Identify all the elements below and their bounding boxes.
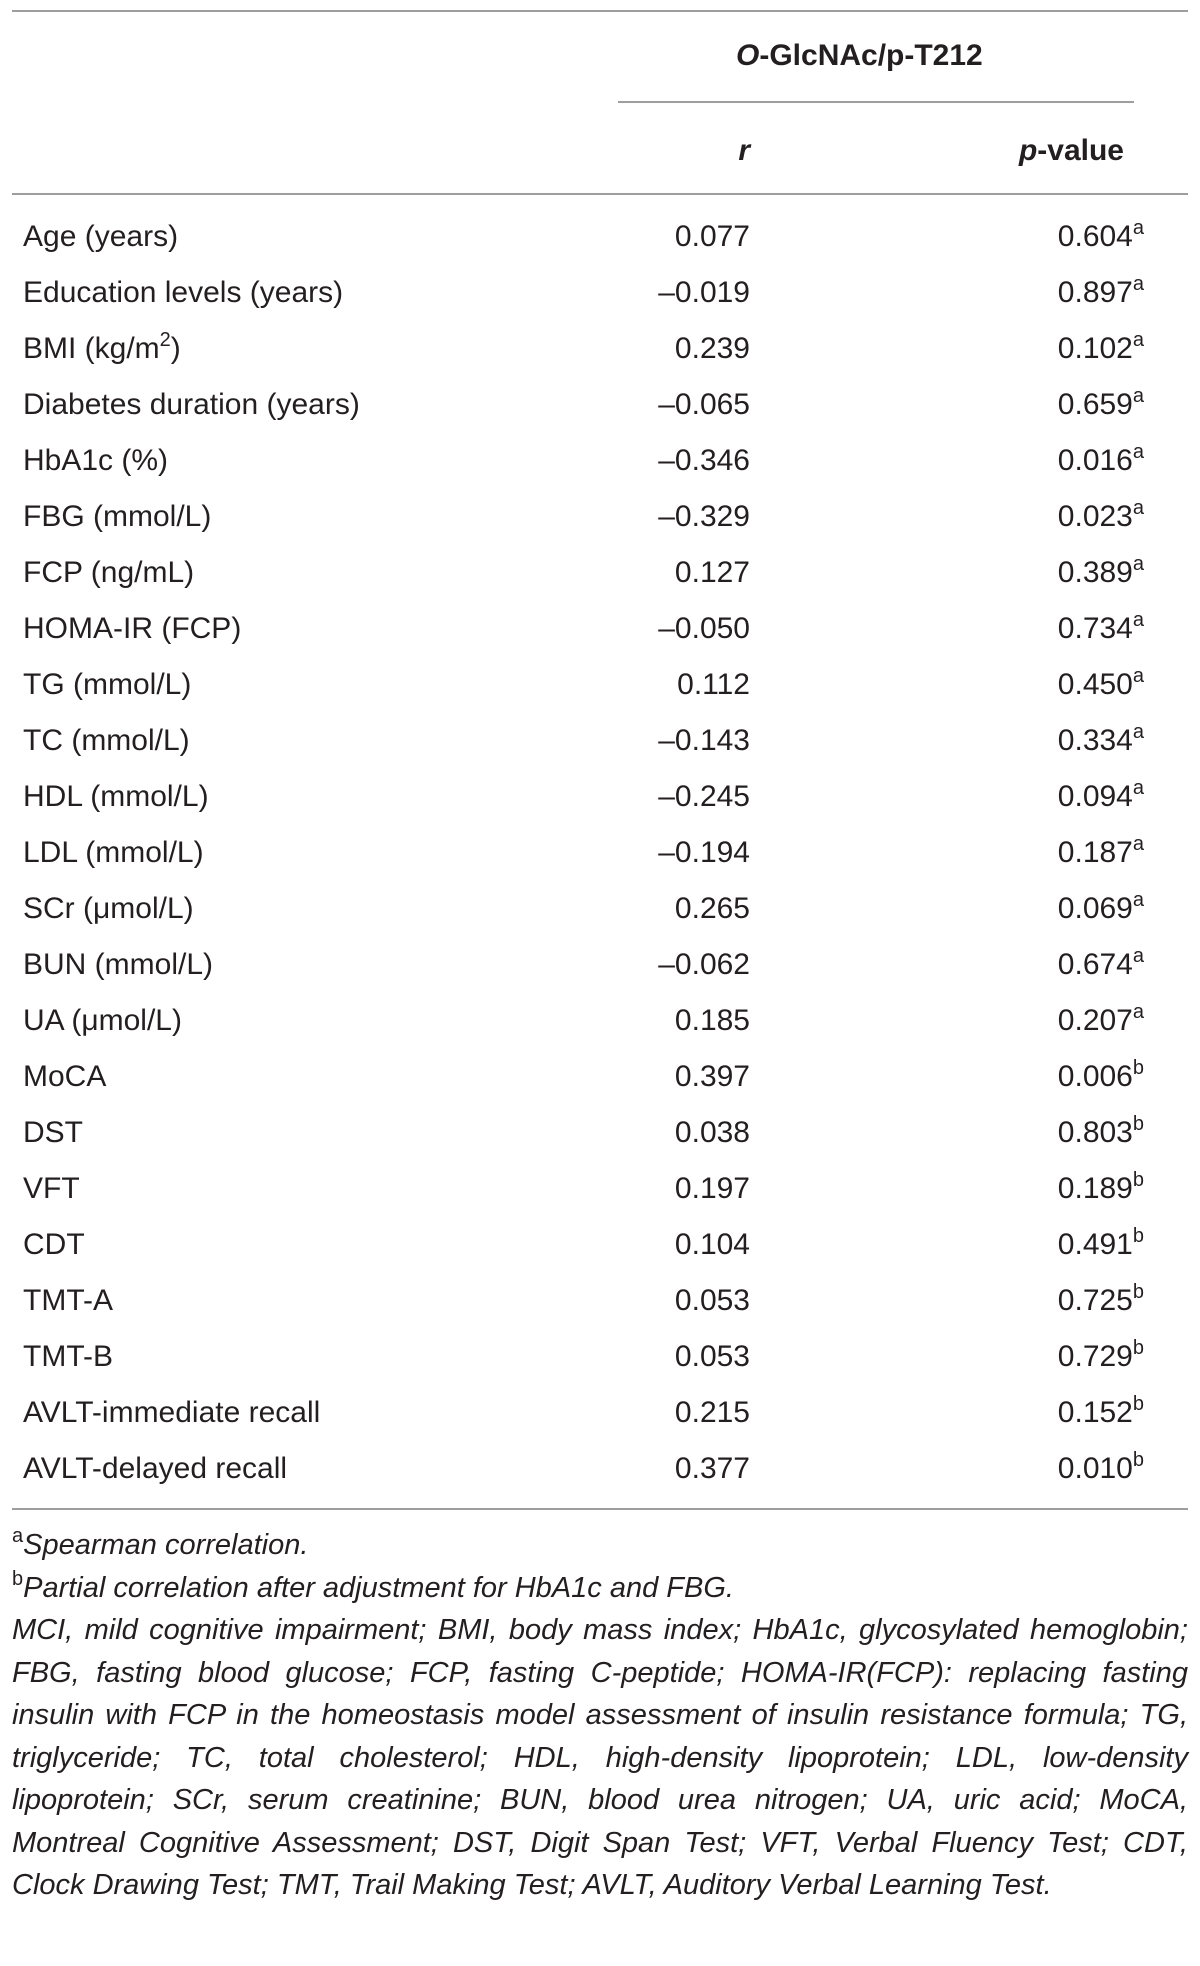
column-header-p-italic: p [1018,134,1038,167]
p-value-number: 0.491 [1057,1228,1133,1261]
p-value-footnote-mark: a [1132,1001,1144,1023]
row-label: LDL (mmol/L) [23,836,204,869]
table-footnotes [12,1524,1188,1907]
table-bottom-rule [12,1508,1188,1510]
row-label-text-end: ) [170,332,181,365]
p-value-footnote-mark: a [1132,273,1144,295]
row-r-value: 0.377 [674,1452,750,1485]
row-p-value [1058,1115,1144,1151]
p-value-footnote-mark: a [1132,889,1144,911]
p-value-number: 0.094 [1057,780,1133,813]
p-value-footnote-mark: a [1132,665,1144,687]
row-r-value: 0.077 [674,220,750,253]
group-header-rule [618,101,1134,103]
row-p-value [1058,499,1144,535]
footnote-a [12,1524,1188,1567]
row-p-value [1058,443,1144,479]
p-value-footnote-mark: a [1132,385,1144,407]
p-value-footnote-mark: b [1132,1225,1144,1247]
p-value-number: 0.659 [1057,388,1133,421]
row-label: AVLT-immediate recall [23,1396,321,1429]
p-value-number: 0.207 [1057,1004,1133,1037]
p-value-number: 0.604 [1057,220,1133,253]
row-r-value: –0.194 [658,836,750,869]
p-value-number: 0.450 [1057,668,1133,701]
p-value-number: 0.006 [1057,1060,1133,1093]
row-r-value: –0.329 [658,500,750,533]
row-r-value: 0.053 [674,1340,750,1373]
row-r-value: 0.215 [674,1396,750,1429]
p-value-footnote-mark: b [1132,1449,1144,1471]
row-r-value: 0.185 [674,1004,750,1037]
row-r-value: –0.245 [658,780,750,813]
row-r-value: 0.197 [674,1172,750,1205]
p-value-footnote-mark: b [1132,1169,1144,1191]
p-value-footnote-mark: a [1132,329,1144,351]
p-value-number: 0.389 [1057,556,1133,589]
row-label: FCP (ng/mL) [23,556,195,589]
row-r-value: 0.112 [677,668,750,701]
row-p-value [1058,1171,1144,1207]
row-r-value: 0.104 [674,1228,750,1261]
row-p-value [1058,1227,1144,1263]
p-value-number: 0.729 [1057,1340,1133,1373]
row-label: CDT [23,1228,85,1261]
column-header-p-rest: -value [1037,134,1124,167]
p-value-footnote-mark: a [1132,217,1144,239]
row-r-value: –0.065 [658,388,750,421]
row-p-value [1058,1451,1144,1487]
p-value-footnote-mark: a [1132,609,1144,631]
row-r-value: 0.038 [674,1116,750,1149]
p-value-number: 0.102 [1057,332,1133,365]
p-value-number: 0.010 [1057,1452,1133,1485]
row-label: UA (μmol/L) [23,1004,182,1037]
p-value-number: 0.187 [1057,836,1133,869]
p-value-number: 0.189 [1057,1172,1133,1205]
row-label: FBG (mmol/L) [23,500,212,533]
footnote-b [12,1567,1188,1610]
row-r-value: 0.265 [674,892,750,925]
row-r-value: 0.239 [674,332,750,365]
row-label: HOMA-IR (FCP) [23,612,242,645]
p-value-number: 0.016 [1057,444,1133,477]
row-label [23,331,181,367]
column-header-r: r [738,134,750,167]
row-p-value [1058,1059,1144,1095]
row-label-superscript: 2 [159,329,171,351]
p-value-footnote-mark: a [1132,441,1144,463]
p-value-number: 0.897 [1057,276,1133,309]
row-p-value [1058,667,1144,703]
row-p-value [1058,779,1144,815]
row-p-value [1058,947,1144,983]
p-value-footnote-mark: a [1132,833,1144,855]
row-label: VFT [23,1172,80,1205]
row-label-text: BMI (kg/m [23,332,160,365]
row-label: TG (mmol/L) [23,668,192,701]
row-p-value [1058,1395,1144,1431]
p-value-number: 0.734 [1057,612,1133,645]
row-r-value: 0.127 [674,556,750,589]
p-value-footnote-mark: a [1132,945,1144,967]
row-label: Diabetes duration (years) [23,388,360,421]
group-header [736,38,983,74]
row-r-value: –0.019 [658,276,750,309]
p-value-footnote-mark: b [1132,1281,1144,1303]
row-label: SCr (μmol/L) [23,892,194,925]
p-value-number: 0.725 [1057,1284,1133,1317]
row-p-value [1058,555,1144,591]
p-value-number: 0.069 [1057,892,1133,925]
row-p-value [1058,275,1144,311]
group-header-italic: O [736,39,760,72]
row-label: Age (years) [23,220,179,253]
row-label: TMT-B [23,1340,113,1373]
column-header-p-value [1019,133,1124,169]
row-p-value [1058,1283,1144,1319]
p-value-number: 0.023 [1057,500,1133,533]
row-label: TC (mmol/L) [23,724,190,757]
row-p-value [1058,387,1144,423]
row-r-value: 0.053 [674,1284,750,1317]
footnote-b-text: Partial correlation after adjustment for HbA1c and FBG. [23,1571,734,1604]
row-r-value: –0.062 [658,948,750,981]
p-value-number: 0.803 [1057,1116,1133,1149]
row-label: TMT-A [23,1284,113,1317]
row-r-value: –0.143 [658,724,750,757]
row-label: AVLT-delayed recall [23,1452,288,1485]
footnote-b-mark: b [12,1567,24,1590]
row-label: Education levels (years) [23,276,344,309]
row-p-value [1058,611,1144,647]
group-header-rest: -GlcNAc/p-T212 [759,39,983,72]
row-r-value: 0.397 [674,1060,750,1093]
row-label: BUN (mmol/L) [23,948,214,981]
top-rule [12,10,1188,12]
abbreviations-note: MCI, mild cognitive impairment; BMI, body mass index; HbA1c, glycosylated hemoglobin; FBG, fasting blood glucose; FCP, fasting C-peptide; HOMA-IR(FCP): replacing fasting insulin with FCP in the homeostasis model assessment of insulin resistance formula; TG, triglyceride; TC, total cholesterol; HDL, high-density lipoprotein; LDL, low-density lipoprotein; SCr, serum creatinine; BUN, blood urea nitrogen; UA, uric acid; MoCA, Montreal Cognitive Assessment; DST, Digit Span Test; VFT, Verbal Fluency Test; CDT, Clock Drawing Test; TMT, Trail Making Test; AVLT, Auditory Verbal Learning Test. [12,1614,1188,1901]
row-label: HbA1c (%) [23,444,169,477]
header-bottom-rule [12,193,1188,195]
p-value-number: 0.674 [1057,948,1133,981]
row-p-value [1058,891,1144,927]
p-value-footnote-mark: b [1132,1057,1144,1079]
footnote-a-mark: a [12,1525,24,1547]
p-value-footnote-mark: b [1132,1113,1144,1135]
p-value-footnote-mark: a [1132,553,1144,575]
row-p-value [1058,835,1144,871]
row-p-value [1058,1339,1144,1375]
row-r-value: –0.346 [658,444,750,477]
p-value-footnote-mark: b [1132,1393,1144,1415]
p-value-footnote-mark: a [1132,777,1144,799]
row-label: MoCA [23,1060,107,1093]
row-label: HDL (mmol/L) [23,780,209,813]
p-value-footnote-mark: b [1132,1337,1144,1359]
row-p-value [1058,331,1144,367]
footnote-a-text: Spearman correlation. [23,1529,309,1561]
row-r-value: –0.050 [658,612,750,645]
row-p-value [1058,219,1144,255]
p-value-footnote-mark: a [1132,721,1144,743]
p-value-footnote-mark: a [1132,497,1144,519]
row-p-value [1058,723,1144,759]
row-label: DST [23,1116,83,1149]
p-value-number: 0.334 [1057,724,1133,757]
row-p-value [1058,1003,1144,1039]
p-value-number: 0.152 [1057,1396,1133,1429]
